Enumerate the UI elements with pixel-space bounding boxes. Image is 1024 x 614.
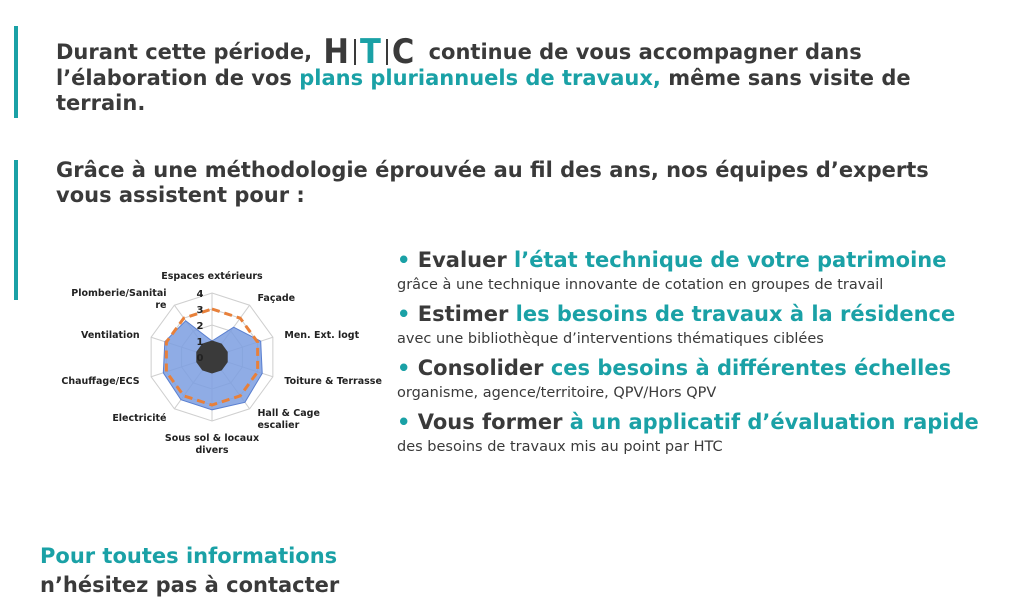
- radar-axis-label: re: [155, 300, 167, 312]
- service-detail: avec une bibliothèque d’interventions thématiques ciblées: [397, 331, 824, 347]
- bullet-icon: •: [397, 248, 411, 272]
- radar-axis-label: Façade: [257, 293, 296, 305]
- radar-axis-label: Sous sol & locaux: [164, 433, 260, 444]
- service-verb: Evaluer: [417, 248, 507, 272]
- service-verb: Estimer: [417, 302, 509, 326]
- contact-line1: Pour toutes informations: [40, 544, 338, 568]
- service-verb: Vous former: [417, 410, 563, 434]
- radar-tick-label: 2: [196, 321, 204, 332]
- radar-axis-label: Ventilation: [81, 330, 140, 342]
- service-verb: Consolider: [417, 356, 544, 380]
- radar-axis-label: Espaces extérieurs: [161, 271, 263, 282]
- bullet-icon: •: [397, 356, 411, 380]
- bullet-icon: •: [397, 302, 411, 326]
- radar-chart: [40, 250, 385, 490]
- intro-line2-end: même sans visite de: [668, 66, 911, 90]
- radar-tick-label: 0: [196, 353, 204, 364]
- service-highlight: ces besoins à différentes échelles: [550, 356, 952, 380]
- service-item: [397, 300, 979, 349]
- intro-text-after-logo: continue de vous accompagner dans: [428, 40, 862, 64]
- intro-line2-highlight: plans pluriannuels de travaux,: [299, 66, 661, 90]
- radar-axis-label: Plomberie/Sanitai: [71, 288, 167, 300]
- intro-text-before-logo: Durant cette période,: [56, 40, 313, 64]
- service-detail: grâce à une technique innovante de cotation en groupes de travail: [397, 277, 884, 293]
- radar-tick-labels: [197, 289, 204, 364]
- service-title: [397, 246, 979, 275]
- htc-logo: H T C: [323, 32, 416, 72]
- bullet-icon: •: [397, 410, 411, 434]
- radar-axis-label: escalier: [257, 419, 300, 431]
- service-item: [397, 246, 979, 295]
- method-paragraph: [56, 158, 929, 208]
- radar-tick-label: 1: [196, 337, 204, 348]
- radar-axis-label: Chauffage/ECS: [61, 375, 140, 387]
- radar-axis-label: Hall & Cage: [257, 407, 320, 419]
- service-detail: organisme, agence/territoire, QPV/Hors QPV: [397, 385, 717, 401]
- service-title: [397, 300, 979, 329]
- services-list: [397, 246, 979, 462]
- radar-axis-label: Electricité: [112, 412, 167, 424]
- service-title: [397, 408, 979, 437]
- radar-series-group: [163, 309, 262, 410]
- radar-axis-label: Men. Ext. logt: [284, 330, 360, 342]
- method-line1: Grâce à une méthodologie éprouvée au fil des ans, nos équipes d’experts: [56, 158, 929, 182]
- service-item: [397, 354, 979, 403]
- service-highlight: l’état technique de votre patrimoine: [514, 248, 947, 272]
- intro-line2-start: l’élaboration de vos: [56, 66, 292, 90]
- intro-line3: terrain.: [56, 91, 146, 115]
- accent-bar-middle: [14, 160, 18, 300]
- radar-tick-label: 3: [196, 305, 204, 316]
- service-title: [397, 354, 979, 383]
- intro-paragraph: [56, 32, 911, 116]
- accent-bar-top: [14, 26, 18, 118]
- service-highlight: à un applicatif d’évaluation rapide: [569, 410, 979, 434]
- radar-axis-label: divers: [195, 445, 229, 456]
- radar-tick-label: 4: [196, 289, 204, 300]
- radar-axis-label: Toiture & Terrasse: [284, 375, 382, 387]
- contact-line2: n’hésitez pas à contacter: [40, 573, 340, 597]
- method-line2: vous assistent pour :: [56, 183, 305, 207]
- service-item: [397, 408, 979, 457]
- service-detail: des besoins de travaux mis au point par HTC: [397, 439, 723, 455]
- contact-block: [40, 542, 339, 600]
- service-highlight: les besoins de travaux à la résidence: [515, 302, 956, 326]
